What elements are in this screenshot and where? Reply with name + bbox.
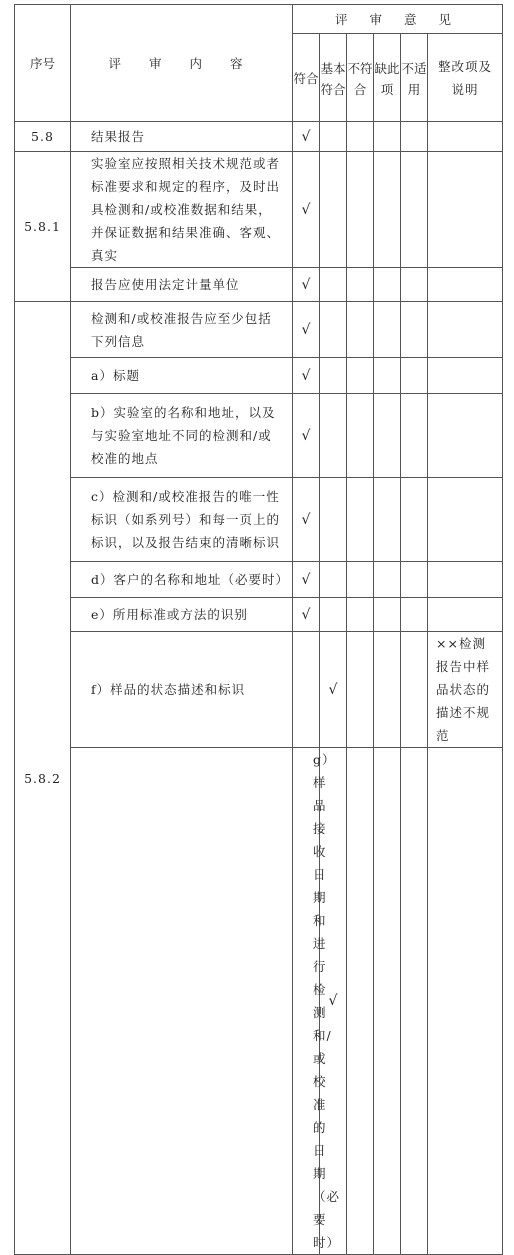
table-row xyxy=(15,632,503,748)
content-cell: f）样品的状态描述和标识 xyxy=(71,632,293,748)
table-row xyxy=(15,394,503,478)
header-content: 评 审 内 容 xyxy=(71,5,293,122)
header-seq: 序号 xyxy=(15,5,71,122)
check-mark: √ xyxy=(320,632,347,748)
seq-cell: 5.8 xyxy=(15,122,71,152)
content-cell: d）客户的名称和地址（必要时） xyxy=(71,562,293,598)
content-cell: 检测和/或校准报告应至少包括下列信息 xyxy=(71,302,293,358)
check-mark: √ xyxy=(320,748,347,1255)
review-table xyxy=(14,4,503,1255)
content-cell: 报告应使用法定计量单位 xyxy=(71,268,293,302)
check-mark: √ xyxy=(293,302,320,358)
content-cell: e）所用标准或方法的识别 xyxy=(71,598,293,632)
seq-cell: 5.8.2 xyxy=(15,302,71,1255)
seq-cell: 5.8.1 xyxy=(15,152,71,302)
table-row xyxy=(15,598,503,632)
content-cell: g）样品接收日期和进行检测和/或校准的日期（必要时） xyxy=(293,748,320,1255)
table-row xyxy=(15,302,503,358)
table-row xyxy=(15,562,503,598)
check-mark: √ xyxy=(293,152,320,268)
header-remark: 整改项及说明 xyxy=(428,34,503,122)
header-col-nonconform: 不符合 xyxy=(347,34,374,122)
content-cell: 实验室应按照相关技术规范或者标准要求和规定的程序，及时出具检测和/或校准数据和结果，并保证数据和结果准确、客观、真实 xyxy=(71,152,293,268)
header-opinion: 评 审 意 见 xyxy=(293,5,503,34)
header-col-basic-conform: 基本符合 xyxy=(320,34,347,122)
content-cell: a）标题 xyxy=(71,358,293,394)
check-mark: √ xyxy=(293,562,320,598)
content-cell: 结果报告 xyxy=(71,122,293,152)
table-row xyxy=(15,478,503,562)
table-row xyxy=(15,358,503,394)
table-row xyxy=(15,122,503,152)
table-row xyxy=(15,152,503,268)
header-col-conform: 符合 xyxy=(293,34,320,122)
table-row xyxy=(15,748,503,1255)
check-mark: √ xyxy=(293,598,320,632)
check-mark: √ xyxy=(293,358,320,394)
header-col-not-applicable: 不适用 xyxy=(401,34,428,122)
check-mark: √ xyxy=(293,478,320,562)
content-cell: b）实验室的名称和地址，以及与实验室地址不同的检测和/或校准的地点 xyxy=(71,394,293,478)
check-mark: √ xyxy=(293,268,320,302)
check-mark: √ xyxy=(293,122,320,152)
content-cell: c）检测和/或校准报告的唯一性标识（如系列号）和每一页上的标识，以及报告结束的清晰标识 xyxy=(71,478,293,562)
check-mark: √ xyxy=(293,394,320,478)
remark-cell: ××检测报告中样品状态的描述不规范 xyxy=(428,632,503,748)
header-col-missing: 缺此项 xyxy=(374,34,401,122)
table-row xyxy=(15,268,503,302)
